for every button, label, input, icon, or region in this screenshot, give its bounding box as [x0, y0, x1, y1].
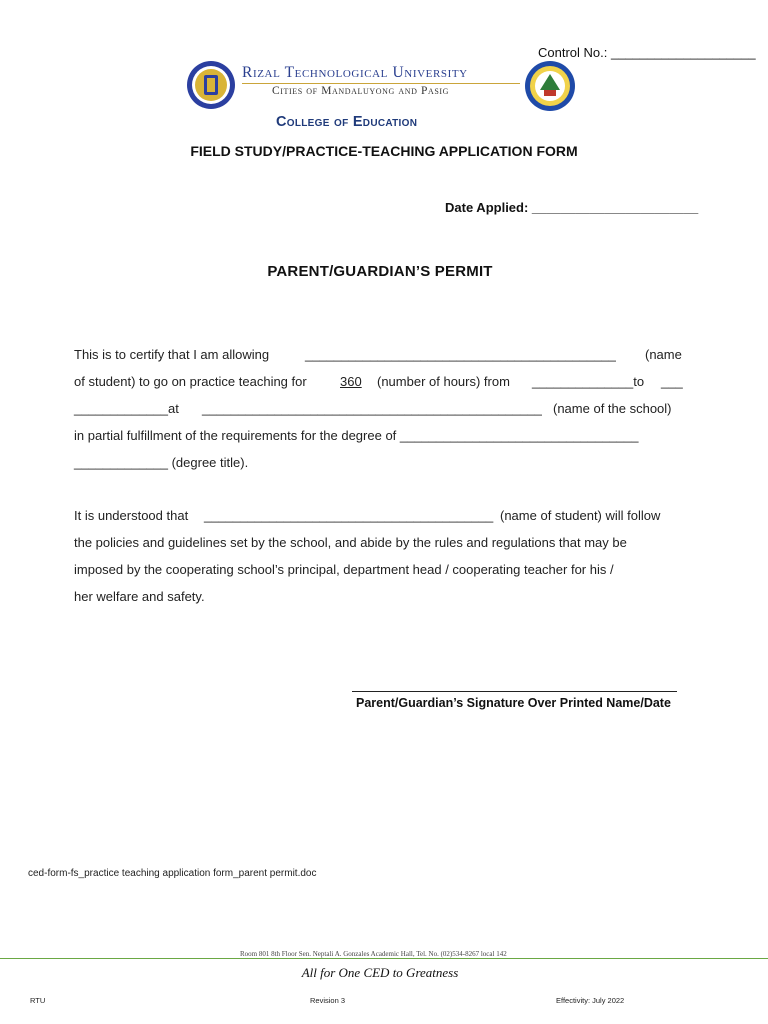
body-text: of student) to go on practice teaching for [74, 374, 307, 389]
school-name-field[interactable]: _______________________________________________ [202, 401, 542, 416]
control-number: Control No.: ____________________ [538, 45, 756, 60]
footer-left: RTU [30, 996, 46, 1005]
start-date-field[interactable]: ______________to [532, 374, 645, 389]
student-name-field-2[interactable]: ________________________________________ [204, 508, 494, 523]
ced-seal-icon [524, 60, 576, 112]
body-text: (name of student) will follow [500, 508, 661, 523]
permit-title: PARENT/GUARDIAN’S PERMIT [267, 263, 493, 280]
document-filename: ced-form-fs_practice teaching application form_parent permit.doc [28, 868, 317, 879]
footer-address: Room 801 8th Floor Sen. Neptali A. Gonzales Academic Hall, Tel. No. (02)534-8267 local 142 [240, 950, 507, 958]
student-name-field[interactable]: ___________________________________________ [305, 347, 616, 362]
end-date-field-continued[interactable]: _____________at [74, 401, 179, 416]
university-name: Rizal Technological University [242, 64, 468, 81]
hours-field[interactable]: 360 [340, 374, 362, 389]
college-name: College of Education [276, 114, 418, 130]
rtu-seal-icon [186, 60, 236, 110]
body-text: (name [645, 347, 682, 362]
body-text: her welfare and safety. [74, 589, 205, 604]
body-text: (name of the school) [553, 401, 672, 416]
footer-revision: Revision 3 [310, 996, 346, 1005]
header-divider [242, 83, 520, 84]
body-text: (number of hours) from [377, 374, 510, 389]
degree-title-field[interactable]: _____________ (degree title). [74, 455, 249, 470]
form-title: FIELD STUDY/PRACTICE-TEACHING APPLICATION FORM [190, 143, 578, 159]
body-text: This is to certify that I am allowing [74, 347, 270, 362]
body-text: imposed by the cooperating school’s principal, department head / cooperating teacher for his / [74, 562, 614, 577]
signature-label: Parent/Guardian’s Signature Over Printed Name/Date [356, 696, 671, 710]
body-text: It is understood that [74, 508, 189, 523]
end-date-field[interactable]: ___ [661, 374, 683, 389]
date-applied-field[interactable]: Date Applied: _______________________ [445, 200, 699, 215]
signature-line[interactable] [352, 691, 677, 692]
degree-field[interactable]: in partial fulfillment of the requirements for the degree of _________________________________ [74, 428, 639, 443]
body-text: the policies and guidelines set by the school, and abide by the rules and regulations that may be [74, 535, 627, 550]
footer-motto: All for One CED to Greatness [301, 965, 459, 980]
footer-effectivity: Effectivity: July 2022 [556, 996, 625, 1005]
footer-divider [0, 958, 768, 959]
university-campus: Cities of Mandaluyong and Pasig [272, 85, 450, 97]
